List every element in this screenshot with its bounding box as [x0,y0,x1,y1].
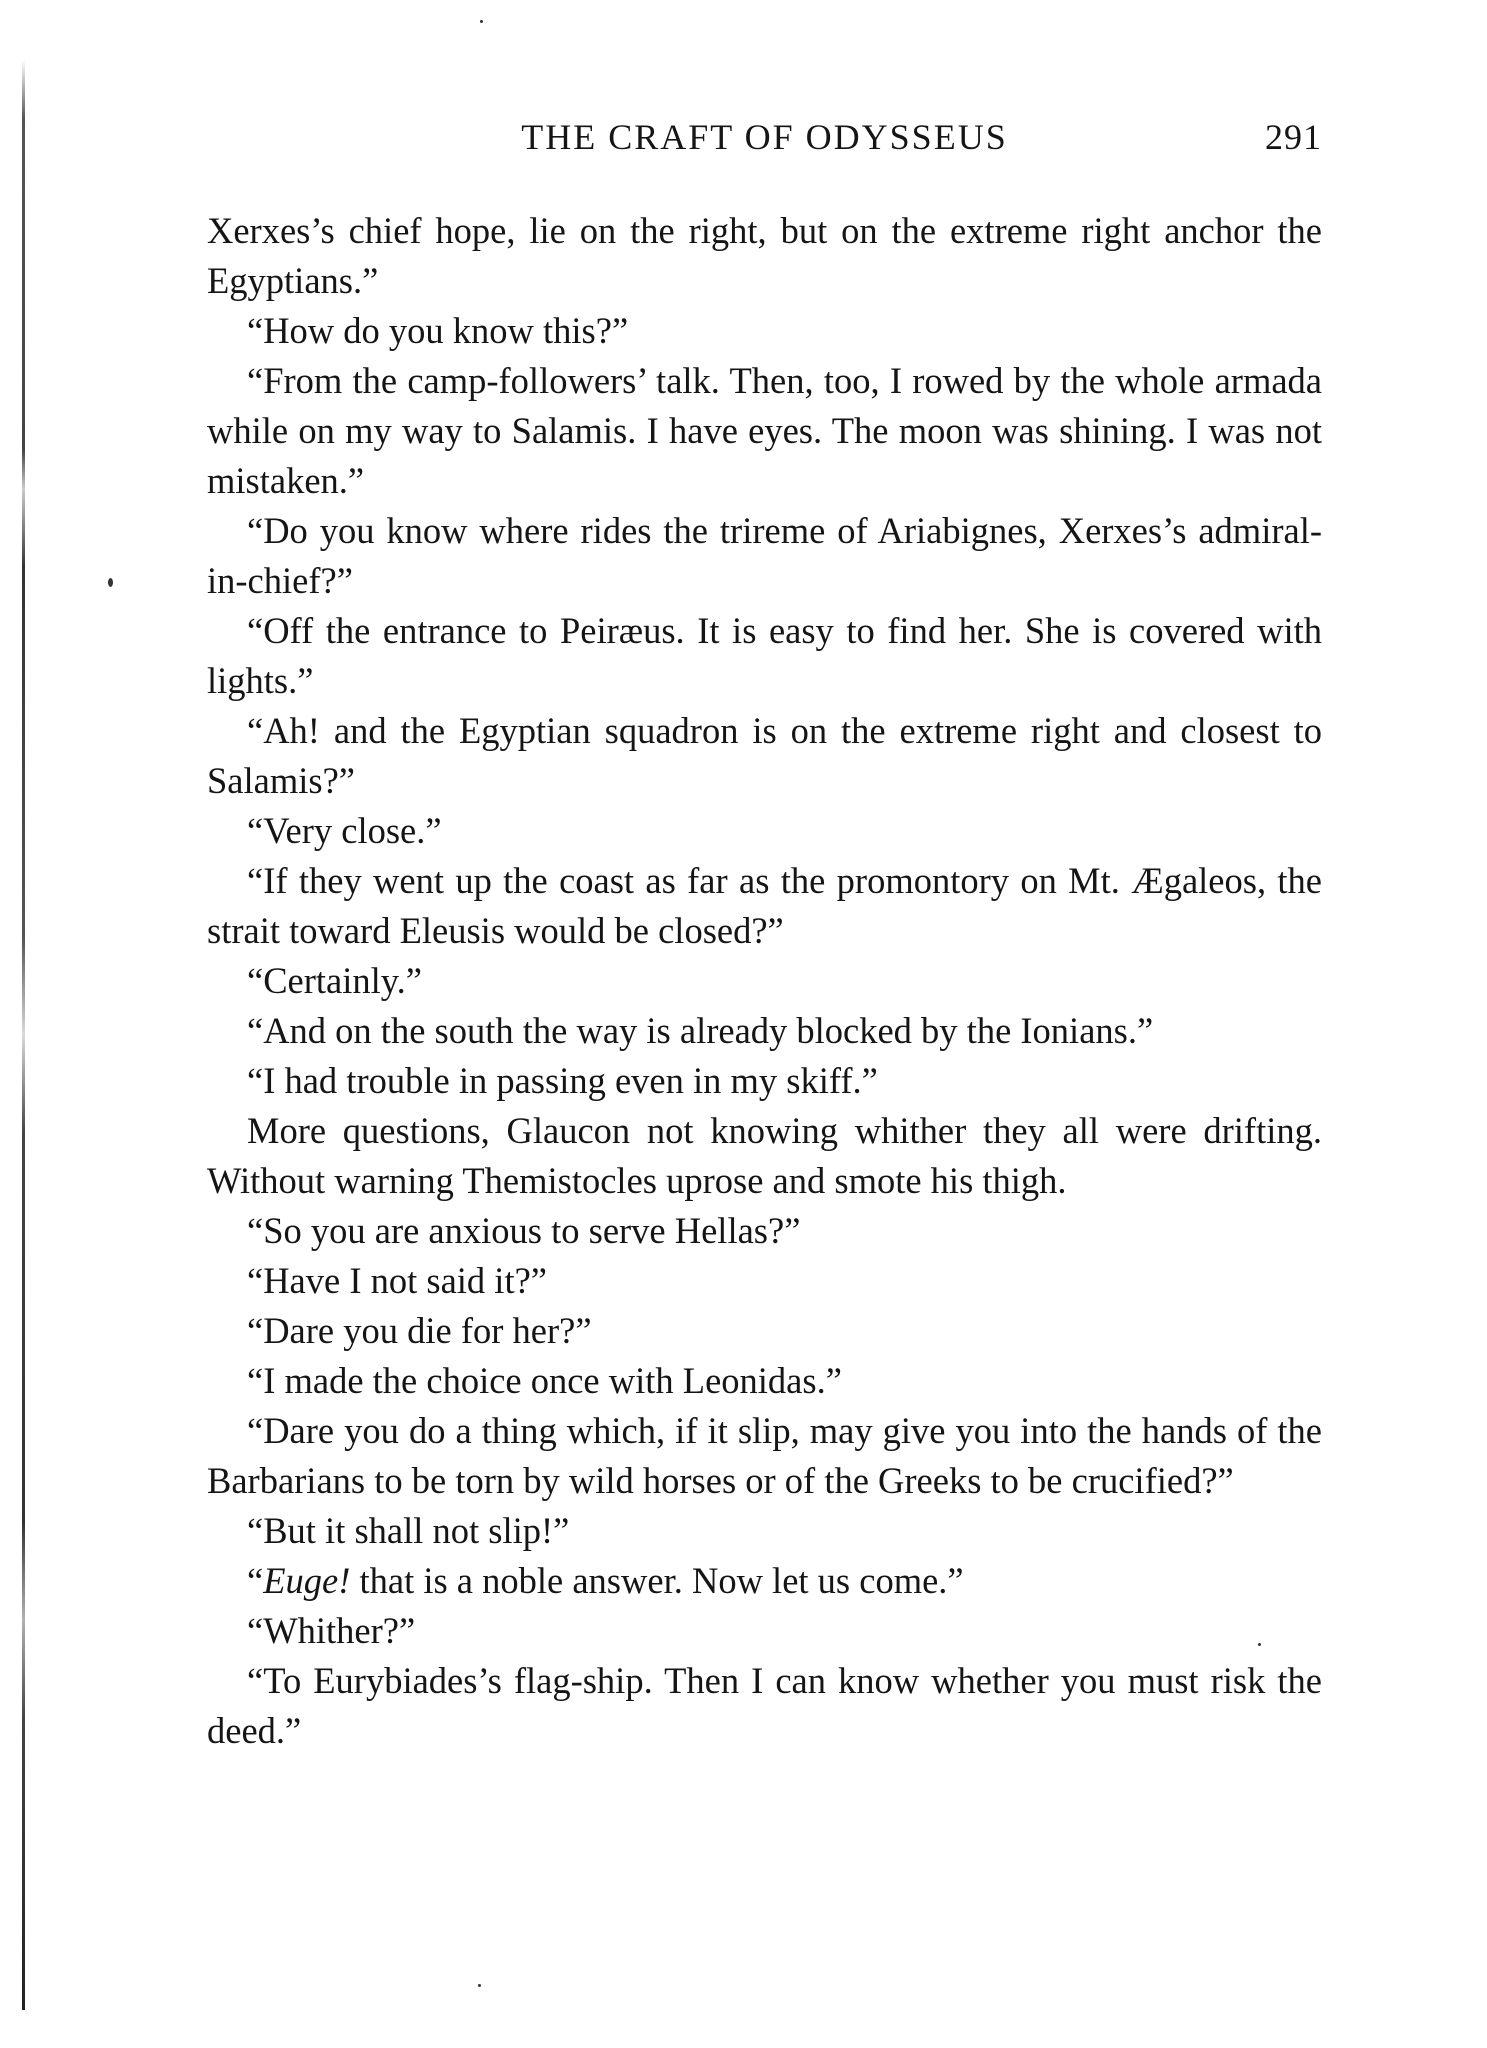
ink-speck [108,578,113,587]
paragraph-euge: “Euge! that is a noble answer. Now let us come.” [247,1560,964,1601]
paragraph: “Ah! and the Egyptian squadron is on the extreme right and closest to Salamis?” [207,710,1322,801]
paragraph: “But it shall not slip!” [247,1510,570,1551]
ink-speck [478,1984,481,1987]
paragraph: Xerxes’s chief hope, lie on the right, but on the extreme right anchor the Egyptians.” [207,210,1322,301]
italic-word: Euge! [263,1560,351,1601]
paragraph: “Certainly.” [247,960,422,1001]
body-text [207,206,1322,1756]
paragraph: “And on the south the way is already blocked by the Ionians.” [247,1010,1154,1051]
ink-speck [480,20,483,23]
paragraph: “I made the choice once with Leonidas.” [247,1360,842,1401]
page-binding-edge [22,60,25,2010]
paragraph: “Dare you die for her?” [247,1310,592,1351]
paragraph: “From the camp-followers’ talk. Then, too, I rowed by the whole armada while on my way to Salamis. I have eyes. The moon was shining. I was not mistaken.” [207,360,1322,501]
paragraph: “Very close.” [247,810,442,851]
paragraph: “Whither?” [247,1610,416,1651]
paragraph: “Dare you do a thing which, if it slip, may give you into the hands of the Barbarians to be torn by wild horses or of the Greeks to be crucified?” [207,1410,1322,1501]
page-header [207,112,1322,168]
paragraph: More questions, Glaucon not knowing whither they all were drifting. Without warning Themistocles uprose and smote his thigh. [207,1110,1322,1201]
paragraph: “How do you know this?” [247,310,629,351]
paragraph: “To Eurybiades’s flag-ship. Then I can know whether you must risk the deed.” [207,1660,1322,1751]
paragraph: “Off the entrance to Peiræus. It is easy to find her. She is covered with lights.” [207,610,1322,701]
page-number: 291 [1265,117,1322,157]
paragraph: “If they went up the coast as far as the promontory on Mt. Ægaleos, the strait toward Eleusis would be closed?” [207,860,1322,951]
paragraph: “Do you know where rides the trireme of Ariabignes, Xerxes’s admiral-in-chief?” [207,510,1322,601]
paragraph: “Have I not said it?” [247,1260,547,1301]
paragraph: “So you are anxious to serve Hellas?” [247,1210,801,1251]
paragraph: “I had trouble in passing even in my skiff.” [247,1060,878,1101]
running-title: THE CRAFT OF ODYSSEUS [521,117,1008,157]
